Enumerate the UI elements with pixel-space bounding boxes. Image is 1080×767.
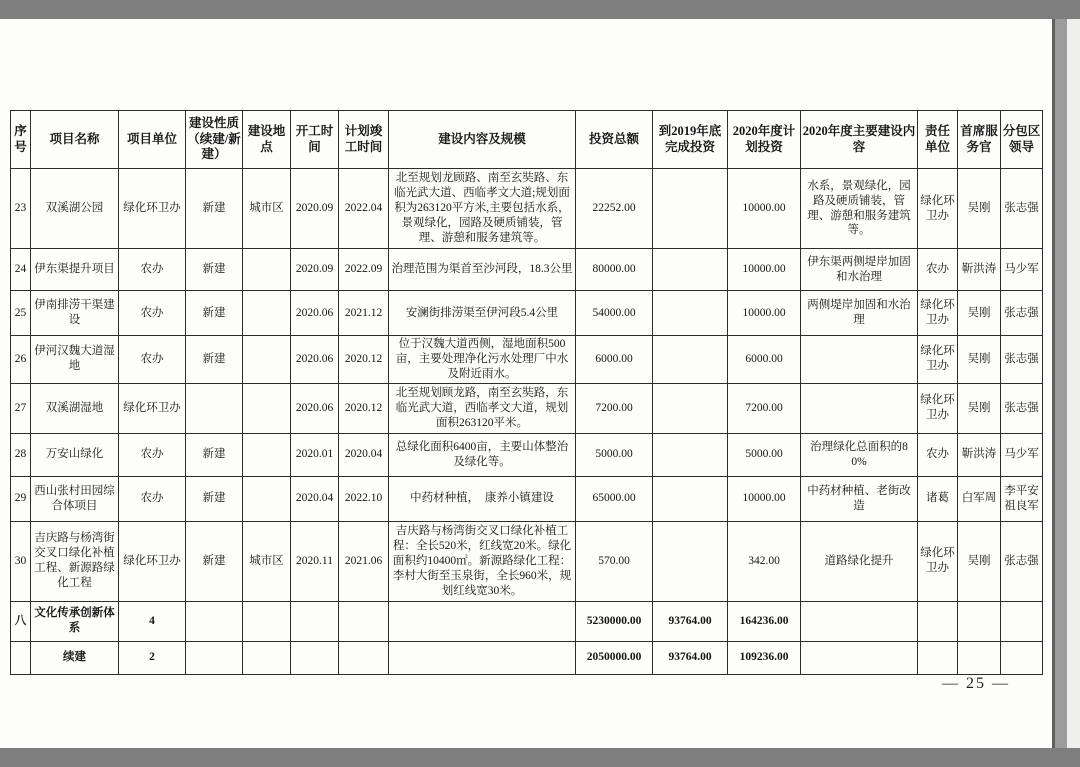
table-cell: 2020.12 [339,336,389,384]
table-cell: 10000.00 [728,169,801,249]
table-cell: 中药材种植， 康养小镇建设 [389,476,576,521]
scan-page-edge [1052,19,1067,748]
table-cell: 农办 [119,249,186,291]
column-header: 项目名称 [31,111,119,169]
table-cell: 伊东渠两侧堤岸加固和水治理 [801,249,918,291]
table-cell [243,641,291,674]
column-header: 序号 [11,111,31,169]
table-cell: 吉庆路与杨湾街交叉口绿化补植工程、新源路绿化工程 [31,521,119,601]
table-cell: 吴刚 [958,521,1001,601]
table-cell: 马少军 [1001,249,1043,291]
column-header: 责任单位 [918,111,958,169]
table-cell [653,383,728,433]
table-cell: 八 [11,601,31,641]
table-cell: 10000.00 [728,249,801,291]
table-cell: 农办 [119,336,186,384]
table-cell: 54000.00 [576,291,653,336]
table-cell: 中药材种植、老街改造 [801,476,918,521]
table-cell [918,641,958,674]
column-header: 建设地点 [243,111,291,169]
table-cell: 10000.00 [728,291,801,336]
column-header: 项目单位 [119,111,186,169]
table-cell: 水系，景观绿化，园路及硬质铺装，管理、游憩和服务建筑等。 [801,169,918,249]
table-cell: 2020.01 [291,433,339,476]
table-cell: 2020.04 [339,433,389,476]
table-cell: 治理范围为渠首至沙河段，18.3公里 [389,249,576,291]
table-cell: 西山张村田园综合体项目 [31,476,119,521]
table-cell: 总绿化面积6400亩，主要山体整治及绿化等。 [389,433,576,476]
table-cell: 李平安 祖良军 [1001,476,1043,521]
table-cell: 新建 [186,476,243,521]
table-cell: 绿化环卫办 [918,383,958,433]
table-row [11,291,1043,336]
table-cell: 新建 [186,291,243,336]
table-cell: 2 [119,641,186,674]
table-cell: 吴刚 [958,383,1001,433]
table-cell [339,601,389,641]
table-cell: 续建 [31,641,119,674]
table-cell: 5000.00 [728,433,801,476]
table-cell: 农办 [119,433,186,476]
table-cell [653,336,728,384]
table-cell: 绿化环卫办 [119,169,186,249]
table-cell [339,641,389,674]
table-cell: 24 [11,249,31,291]
table-cell: 新建 [186,433,243,476]
table-cell: 万安山绿化 [31,433,119,476]
column-header: 到2019年底完成投资 [653,111,728,169]
table-cell: 10000.00 [728,476,801,521]
scan-edge-top [0,0,1080,19]
table-cell [243,383,291,433]
table-cell [243,476,291,521]
table-cell: 双溪湖公园 [31,169,119,249]
table-cell: 28 [11,433,31,476]
table-cell [243,433,291,476]
table-cell [653,291,728,336]
table-cell: 93764.00 [653,641,728,674]
document-page [0,19,1052,748]
table-cell [243,249,291,291]
table-cell: 新建 [186,169,243,249]
table-cell: 65000.00 [576,476,653,521]
table-row [11,476,1043,521]
table-cell: 109236.00 [728,641,801,674]
table-head [11,111,1043,169]
table-cell: 双溪湖湿地 [31,383,119,433]
table-cell: 吴刚 [958,169,1001,249]
table-cell [653,249,728,291]
table-cell [389,641,576,674]
table-cell: 7200.00 [576,383,653,433]
table-row [11,249,1043,291]
table-cell: 30 [11,521,31,601]
table-cell [389,601,576,641]
table-cell: 164236.00 [728,601,801,641]
table-cell: 马少军 [1001,433,1043,476]
table-cell: 绿化环卫办 [918,521,958,601]
table-cell [958,601,1001,641]
table-cell: 6000.00 [728,336,801,384]
table-cell [243,291,291,336]
table-cell [1001,641,1043,674]
table-cell: 道路绿化提升 [801,521,918,601]
table-row [11,601,1043,641]
table-row [11,433,1043,476]
table-cell [653,433,728,476]
column-header: 首席服务官 [958,111,1001,169]
table-cell [801,383,918,433]
table-cell: 2020.06 [291,336,339,384]
table-cell [186,383,243,433]
table-cell: 文化传承创新体系 [31,601,119,641]
table-cell [653,476,728,521]
column-header: 建设内容及规模 [389,111,576,169]
table-cell [653,169,728,249]
table-cell: 绿化环卫办 [119,383,186,433]
table-cell: 22252.00 [576,169,653,249]
page-number: — 25 — [942,675,1010,692]
column-header: 投资总额 [576,111,653,169]
table-cell [1001,601,1043,641]
table-cell: 绿化环卫办 [918,291,958,336]
table-cell [801,336,918,384]
table-cell [186,641,243,674]
table-cell: 5230000.00 [576,601,653,641]
table-cell: 2021.12 [339,291,389,336]
table-cell: 城市区 [243,521,291,601]
table-cell [918,601,958,641]
table-cell: 27 [11,383,31,433]
table-cell: 张志强 [1001,521,1043,601]
table-cell: 2022.09 [339,249,389,291]
table-cell: 80000.00 [576,249,653,291]
table-cell: 2022.10 [339,476,389,521]
table-cell: 93764.00 [653,601,728,641]
table-cell: 张志强 [1001,336,1043,384]
table-cell: 342.00 [728,521,801,601]
table-cell: 治理绿化总面积的80% [801,433,918,476]
table-cell: 2020.11 [291,521,339,601]
table-cell: 诸葛 [918,476,958,521]
table-cell: 吴刚 [958,291,1001,336]
table-cell: 白军周 [958,476,1001,521]
table-cell: 2050000.00 [576,641,653,674]
table-header-row [11,111,1043,169]
table-cell: 7200.00 [728,383,801,433]
table-cell: 位于汉魏大道西侧，湿地面积500亩，主要处理净化污水处理厂中水及附近雨水。 [389,336,576,384]
table-cell [653,521,728,601]
table-cell: 6000.00 [576,336,653,384]
table-row [11,383,1043,433]
table-body [11,169,1043,675]
table-cell: 吴刚 [958,336,1001,384]
table-cell [291,641,339,674]
table-cell: 北至规划龙顾路、南至玄奘路、东临光武大道、西临孝文大道;规划面积为263120平方米,主要包括水系，景观绿化，园路及硬质铺装，管理、游憩和服务建筑等。 [389,169,576,249]
table-cell: 新建 [186,249,243,291]
project-table [10,110,1043,675]
table-cell: 农办 [918,249,958,291]
table-cell: 绿化环卫办 [119,521,186,601]
table-cell: 2020.06 [291,383,339,433]
next-page-sliver [1067,19,1080,748]
table-cell: 绿化环卫办 [918,336,958,384]
table-cell: 2020.09 [291,249,339,291]
table-cell: 29 [11,476,31,521]
table-cell: 5000.00 [576,433,653,476]
table-cell: 新建 [186,336,243,384]
table-cell: 两侧堤岸加固和水治理 [801,291,918,336]
table-cell [186,601,243,641]
table-cell: 2021.06 [339,521,389,601]
table-cell: 农办 [119,291,186,336]
column-header: 2020年度计划投资 [728,111,801,169]
column-header: 建设性质（续建/新建） [186,111,243,169]
table-cell: 农办 [119,476,186,521]
table-cell: 吉庆路与杨湾街交叉口绿化补植工程：全长520米，红线宽20米。绿化面积约10400㎡。新源路绿化工程：李村大街至玉泉街，全长960米，规划红线宽30米。 [389,521,576,601]
table-row [11,169,1043,249]
scan-edge-bottom [0,748,1080,767]
table-cell: 23 [11,169,31,249]
table-row [11,641,1043,674]
table-cell [801,641,918,674]
table-cell: 新建 [186,521,243,601]
table-cell: 2020.12 [339,383,389,433]
table-cell: 绿化环卫办 [918,169,958,249]
table-cell: 4 [119,601,186,641]
table-cell: 26 [11,336,31,384]
table-cell [291,601,339,641]
table-cell: 北至规划顾龙路，南至玄奘路，东临光武大道，西临孝文大道，规划面积263120平米。 [389,383,576,433]
table-cell: 伊东渠提升项目 [31,249,119,291]
table-cell: 张志强 [1001,383,1043,433]
table-cell: 安澜街排涝渠至伊河段5.4公里 [389,291,576,336]
table-cell: 伊河汉魏大道湿地 [31,336,119,384]
table-cell [801,601,918,641]
table-cell: 靳洪涛 [958,433,1001,476]
column-header: 分包区领导 [1001,111,1043,169]
column-header: 计划竣工时间 [339,111,389,169]
table-cell: 2020.09 [291,169,339,249]
table-cell: 张志强 [1001,169,1043,249]
table-cell: 农办 [918,433,958,476]
table-cell [958,641,1001,674]
table-cell [11,641,31,674]
column-header: 2020年度主要建设内容 [801,111,918,169]
table-row [11,521,1043,601]
column-header: 开工时间 [291,111,339,169]
table-cell [243,336,291,384]
table-cell: 靳洪涛 [958,249,1001,291]
table-cell: 25 [11,291,31,336]
table-cell: 2020.06 [291,291,339,336]
table-cell: 2020.04 [291,476,339,521]
table-cell [243,601,291,641]
table-row [11,336,1043,384]
table-cell: 570.00 [576,521,653,601]
table-cell: 张志强 [1001,291,1043,336]
table-cell: 2022.04 [339,169,389,249]
table-cell: 城市区 [243,169,291,249]
table-cell: 伊南排涝干渠建设 [31,291,119,336]
